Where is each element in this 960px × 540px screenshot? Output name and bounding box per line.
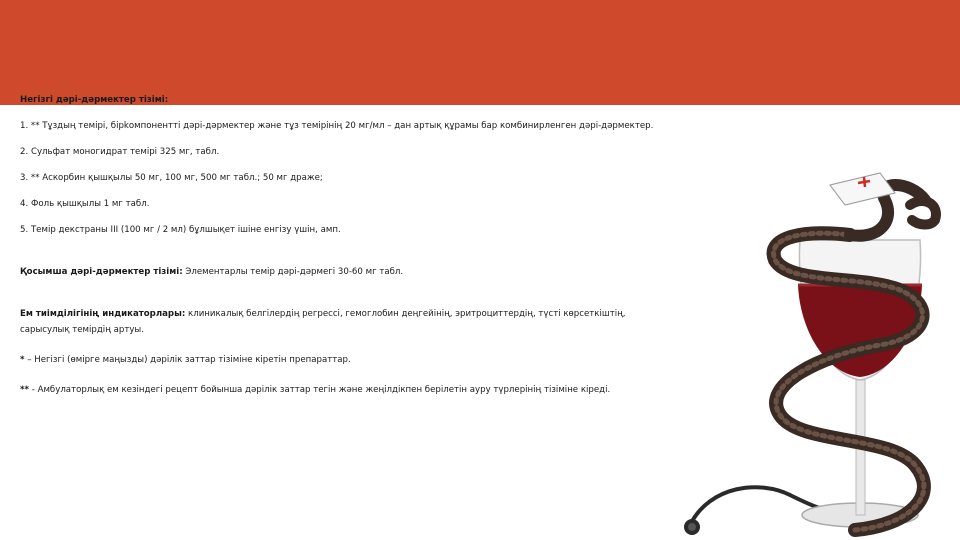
item-marker: 3. **: [20, 173, 40, 183]
main-list-heading: Негізгі дәрі-дәрмектер тізімі:: [20, 95, 169, 105]
indicators-label: Ем тиімділігінің индикаторлары:: [20, 309, 186, 319]
slide-body: [20, 92, 660, 398]
item-text: Аскорбин қышқылы 50 мг, 100 мг, 500 мг табл.; 50 мг драже;: [42, 173, 323, 183]
list-item-4: [20, 196, 660, 212]
item-text: Тұздың темірі, бірkомпонентті дәрі-дәрмектер және тұз темірінің 20 мг/мл – дан артық құрамы бар комбинирленген дәрі-дәрмектер.: [42, 121, 654, 131]
efficacy-indicators: [20, 306, 660, 338]
item-marker: 5.: [20, 225, 29, 235]
footnote-marker: **: [20, 385, 29, 395]
item-marker: 1. **: [20, 121, 40, 131]
item-text: Фоль қышқылы 1 мг табл.: [30, 199, 150, 209]
list-item-1: [20, 118, 660, 134]
list-item-3: [20, 170, 660, 186]
indicators-text: клиникалық белгілердің регрессі, гемоглобин деңгейінің, эритроциттердің, түсті көрсеткіштің, сарысулық темірдің артуы.: [20, 309, 626, 335]
list-item-2: [20, 144, 660, 160]
additional-list: [20, 264, 660, 280]
additional-text: Элементарлы темір дәрі-дәрмегі 30-60 мг табл.: [185, 267, 404, 277]
list-item-5: [20, 222, 660, 238]
item-marker: 4.: [20, 199, 29, 209]
snake-glass-illustration: [680, 165, 960, 540]
header-band: [0, 0, 960, 105]
footnote-text: – Негізгі (өмірге маңызды) дәрілік заттар тізіміне кіретін препараттар.: [27, 355, 351, 365]
footnote-1: [20, 352, 660, 368]
item-marker: 2.: [20, 147, 29, 157]
additional-label: Қосымша дәрі-дәрмектер тізімі:: [20, 267, 183, 277]
item-text: Темір декстраны III (100 мг / 2 мл) бұлшықет ішіне енгізу үшін, амп.: [30, 225, 341, 235]
footnote-marker: *: [20, 355, 25, 365]
footnote-2: [20, 382, 660, 398]
footnote-text: - Амбулаторлық ем кезіндегі рецепт бойынша дәрілік заттар тегін және жеңілдікпен берілетін ауру түрлерінің тізіміне кіреді.: [31, 385, 611, 395]
item-text: Сульфат моногидрат темірі 325 мг, табл.: [30, 147, 220, 157]
